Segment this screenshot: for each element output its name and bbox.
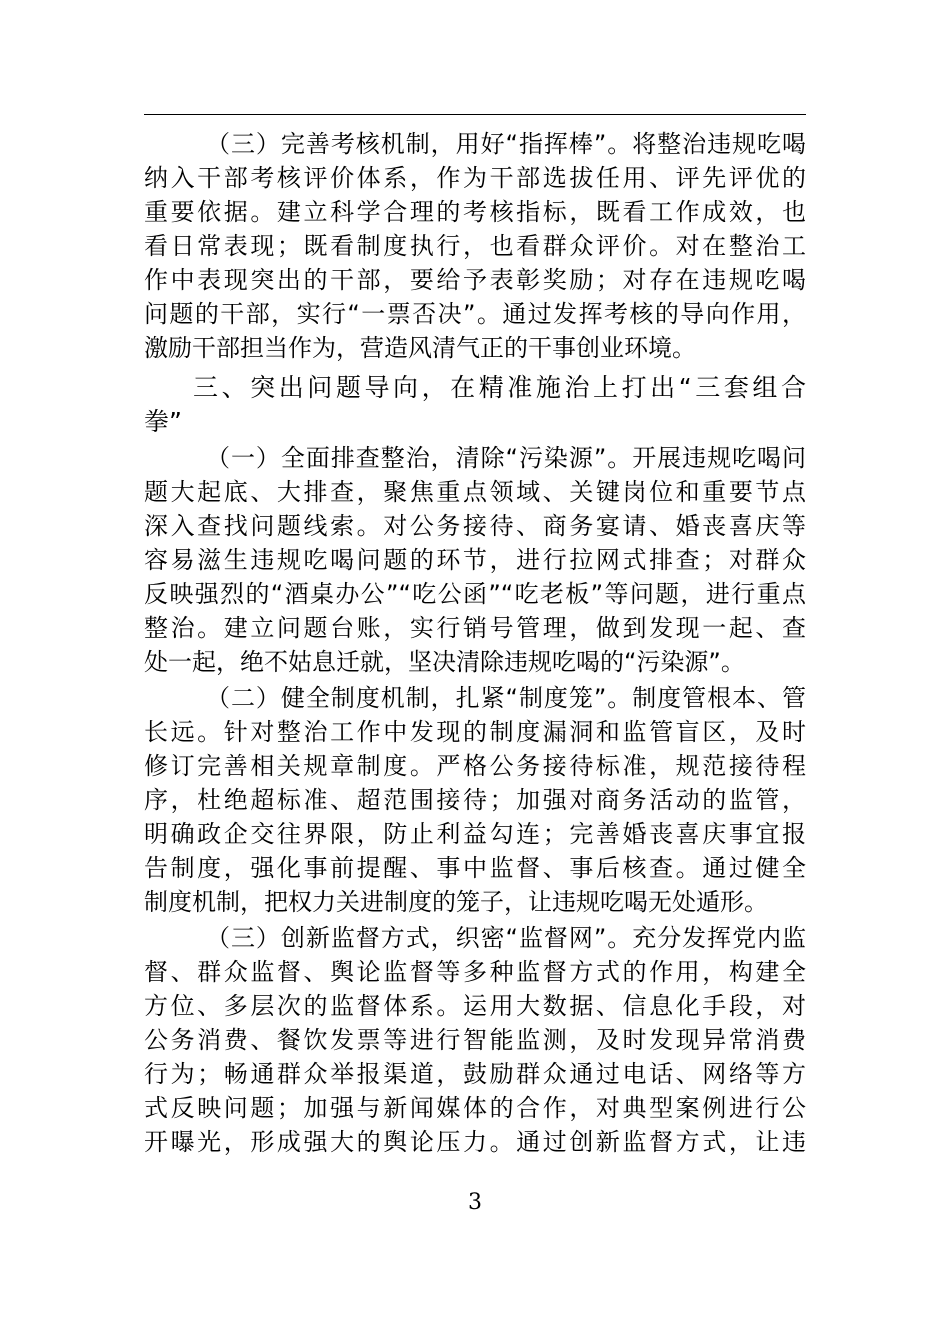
paragraph-1-line-3: 重要依据。建立科学合理的考核指标，既看工作成效，也 — [144, 198, 806, 226]
paragraph-4-line-1: （三）创新监督方式，织密“监督网”。充分发挥党内监 — [206, 924, 806, 952]
paragraph-4-line-3: 方位、多层次的监督体系。运用大数据、信息化手段，对 — [144, 992, 806, 1020]
paragraph-2-line-5: 反映强烈的“酒桌办公”“吃公函”“吃老板”等问题，进行重点 — [144, 580, 806, 608]
paragraph-1-line-1: （三）完善考核机制，用好“指挥棒”。将整治违规吃喝 — [206, 130, 806, 158]
paragraph-1-line-2: 纳入干部考核评价体系，作为干部选拔任用、评先评优的 — [144, 164, 806, 192]
paragraph-3-line-5: 明确政企交往界限，防止利益勾连；完善婚丧喜庆事宜报 — [144, 820, 806, 848]
paragraph-3-line-1: （二）健全制度机制，扎紧“制度笼”。制度管根本、管 — [206, 684, 806, 712]
paragraph-1-line-6: 问题的干部，实行“一票否决”。通过发挥考核的导向作用， — [144, 300, 806, 328]
paragraph-3-line-6: 告制度，强化事前提醒、事中监督、事后核查。通过健全 — [144, 854, 806, 882]
header-rule — [144, 114, 806, 115]
paragraph-3-line-2: 长远。针对整治工作中发现的制度漏洞和监管盲区，及时 — [144, 718, 806, 746]
paragraph-4-line-5: 行为；畅通群众举报渠道，鼓励群众通过电话、网络等方 — [144, 1060, 806, 1088]
paragraph-4-line-4: 公务消费、餐饮发票等进行智能监测，及时发现异常消费 — [144, 1026, 806, 1054]
paragraph-3-line-3: 修订完善相关规章制度。严格公务接待标准，规范接待程 — [144, 752, 806, 780]
paragraph-3-line-4: 序，杜绝超标准、超范围接待；加强对商务活动的监管， — [144, 786, 806, 814]
section-heading-line-1: 三、突出问题导向，在精准施治上打出“三套组合 — [193, 373, 806, 402]
paragraph-1-line-5: 作中表现突出的干部，要给予表彰奖励；对存在违规吃喝 — [144, 266, 806, 294]
paragraph-4-line-2: 督、群众监督、舆论监督等多种监督方式的作用，构建全 — [144, 958, 806, 986]
paragraph-4-line-6: 式反映问题；加强与新闻媒体的合作，对典型案例进行公 — [144, 1094, 806, 1122]
section-heading-line-2: 拳” — [144, 407, 182, 436]
paragraph-2-line-3: 深入查找问题线索。对公务接待、商务宴请、婚丧喜庆等 — [144, 512, 806, 540]
page-number: 3 — [468, 1190, 482, 1215]
paragraph-2-line-1: （一）全面排查整治，清除“污染源”。开展违规吃喝问 — [206, 444, 806, 472]
paragraph-1-line-7: 激励干部担当作为，营造风清气正的干事创业环境。 — [144, 334, 696, 362]
paragraph-2-line-4: 容易滋生违规吃喝问题的环节，进行拉网式排查；对群众 — [144, 546, 806, 574]
paragraph-2-line-6: 整治。建立问题台账，实行销号管理，做到发现一起、查 — [144, 614, 806, 642]
paragraph-3-line-7: 制度机制，把权力关进制度的笼子，让违规吃喝无处遁形。 — [144, 888, 768, 916]
paragraph-1-line-4: 看日常表现；既看制度执行，也看群众评价。对在整治工 — [144, 232, 806, 260]
paragraph-2-line-7: 处一起，绝不姑息迁就，坚决清除违规吃喝的“污染源”。 — [144, 648, 745, 676]
paragraph-4-line-7: 开曝光，形成强大的舆论压力。通过创新监督方式，让违 — [144, 1128, 806, 1156]
paragraph-2-line-2: 题大起底、大排查，聚焦重点领域、关键岗位和重要节点 — [144, 478, 806, 506]
